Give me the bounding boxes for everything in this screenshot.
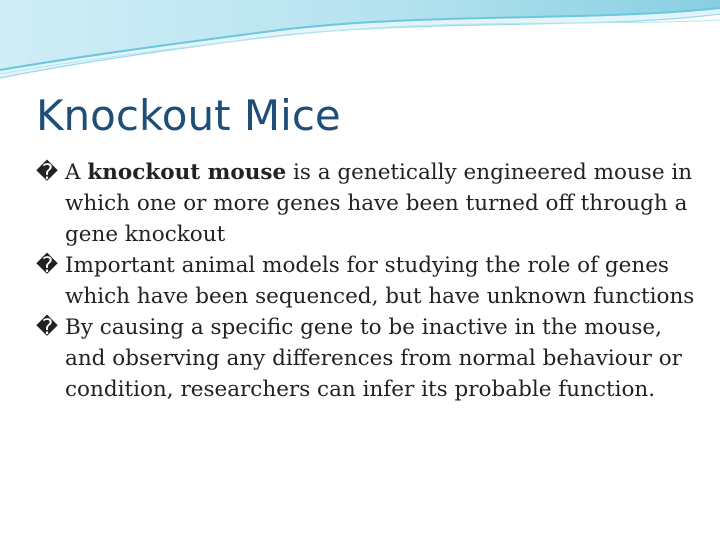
bullet-emphasis-term: knockout mouse <box>87 160 287 185</box>
slide-title: Knockout Mice <box>36 91 341 140</box>
bullet-item <box>36 250 696 312</box>
bullet-marker-icon: � <box>36 253 59 278</box>
bullet-item <box>36 157 696 250</box>
bullet-item <box>36 312 696 405</box>
bullet-text: Important animal models for studying the role of genes which have been sequenced, but have unknown functions <box>65 253 695 309</box>
header-wave-decoration <box>0 0 720 90</box>
bullet-list <box>36 157 696 405</box>
bullet-marker-icon: � <box>36 160 59 185</box>
bullet-text: By causing a specific gene to be inactive in the mouse, and observing any differences from normal behaviour or condition, researchers can infer its probable function. <box>65 315 682 402</box>
bullet-text: is a genetically engineered mouse in which one or more genes have been turned off through a gene knockout <box>65 160 693 247</box>
bullet-marker-icon: � <box>36 315 59 340</box>
bullet-text-prefix: A <box>65 160 88 185</box>
